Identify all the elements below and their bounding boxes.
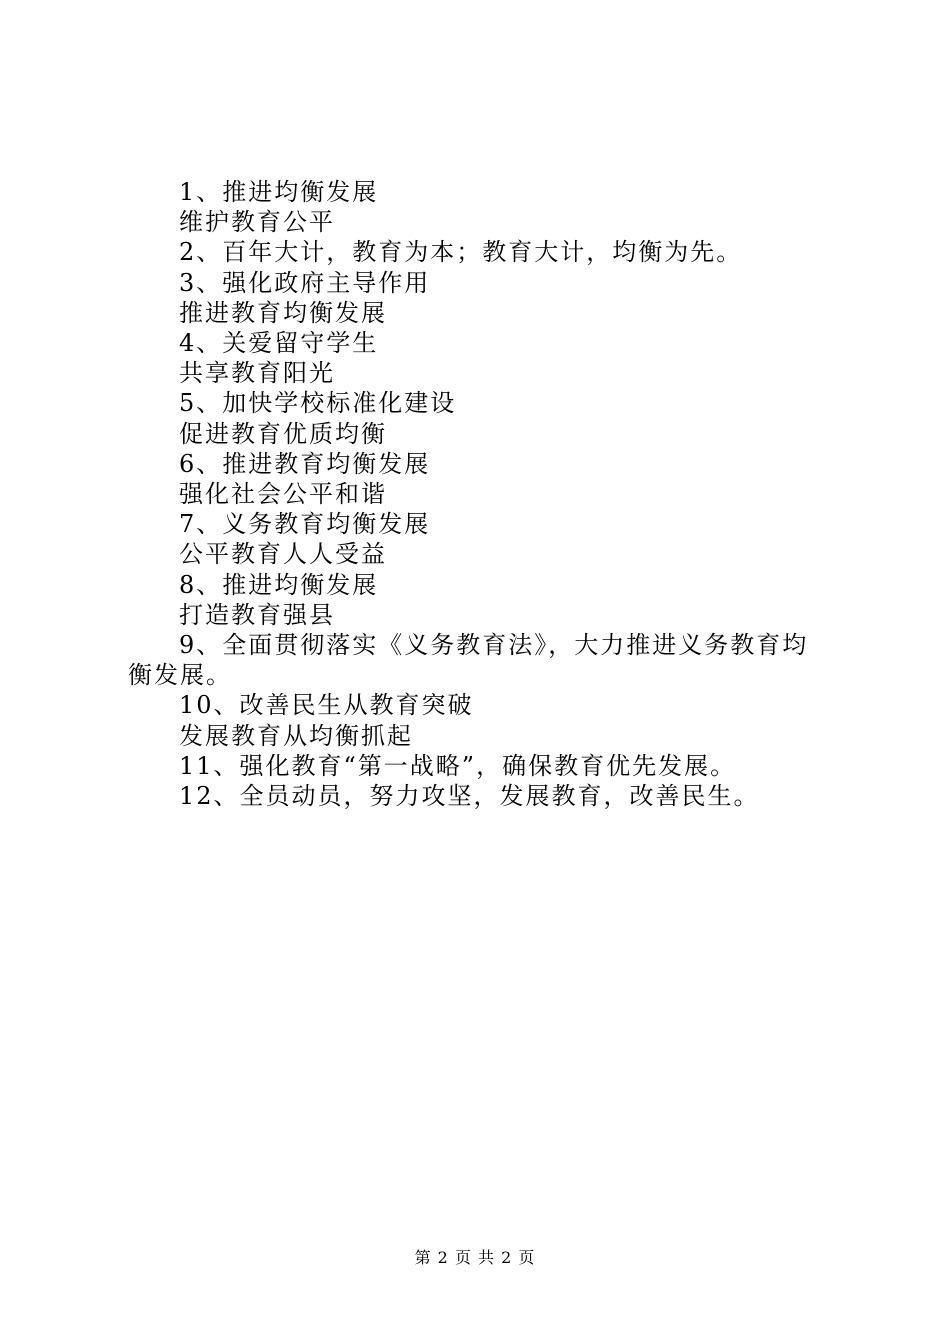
- text-line: 发展教育从均衡抓起: [179, 721, 413, 750]
- text-line: 2、百年大计，教育为本；教育大计，均衡为先。: [179, 238, 743, 267]
- text-line: 10、改善民生从教育突破: [179, 691, 474, 720]
- text-line: 推进教育均衡发展: [179, 298, 387, 327]
- text-line: 12、全员动员，努力攻坚，发展教育，改善民生。: [179, 782, 760, 811]
- text-line: 公平教育人人受益: [179, 540, 387, 569]
- text-line: 4、关爱留守学生: [179, 329, 379, 358]
- text-line: 6、推进教育均衡发展: [179, 449, 431, 478]
- page-number: 第 2 页 共 2 页: [414, 1248, 536, 1267]
- text-line: 5、加快学校标准化建设: [179, 389, 457, 418]
- text-line: 11、强化教育“第一战略”，确保教育优先发展。: [179, 751, 737, 780]
- text-line: 8、推进均衡发展: [179, 570, 379, 599]
- text-line: 维护教育公平: [179, 208, 335, 237]
- text-line: 3、强化政府主导作用: [179, 268, 431, 297]
- text-line: 1、推进均衡发展: [179, 178, 379, 206]
- text-line: 强化社会公平和谐: [179, 480, 387, 509]
- text-paragraph: 9、全面贯彻落实《义务教育法》，大力推进义务教育均衡发展。: [128, 631, 809, 690]
- text-line: 共享教育阳光: [179, 359, 335, 388]
- page-footer: [0, 1245, 950, 1268]
- document-body: [128, 177, 832, 811]
- text-line: 7、义务教育均衡发展: [179, 510, 431, 539]
- text-line: 促进教育优质均衡: [179, 419, 387, 448]
- text-line: 打造教育强县: [179, 600, 335, 629]
